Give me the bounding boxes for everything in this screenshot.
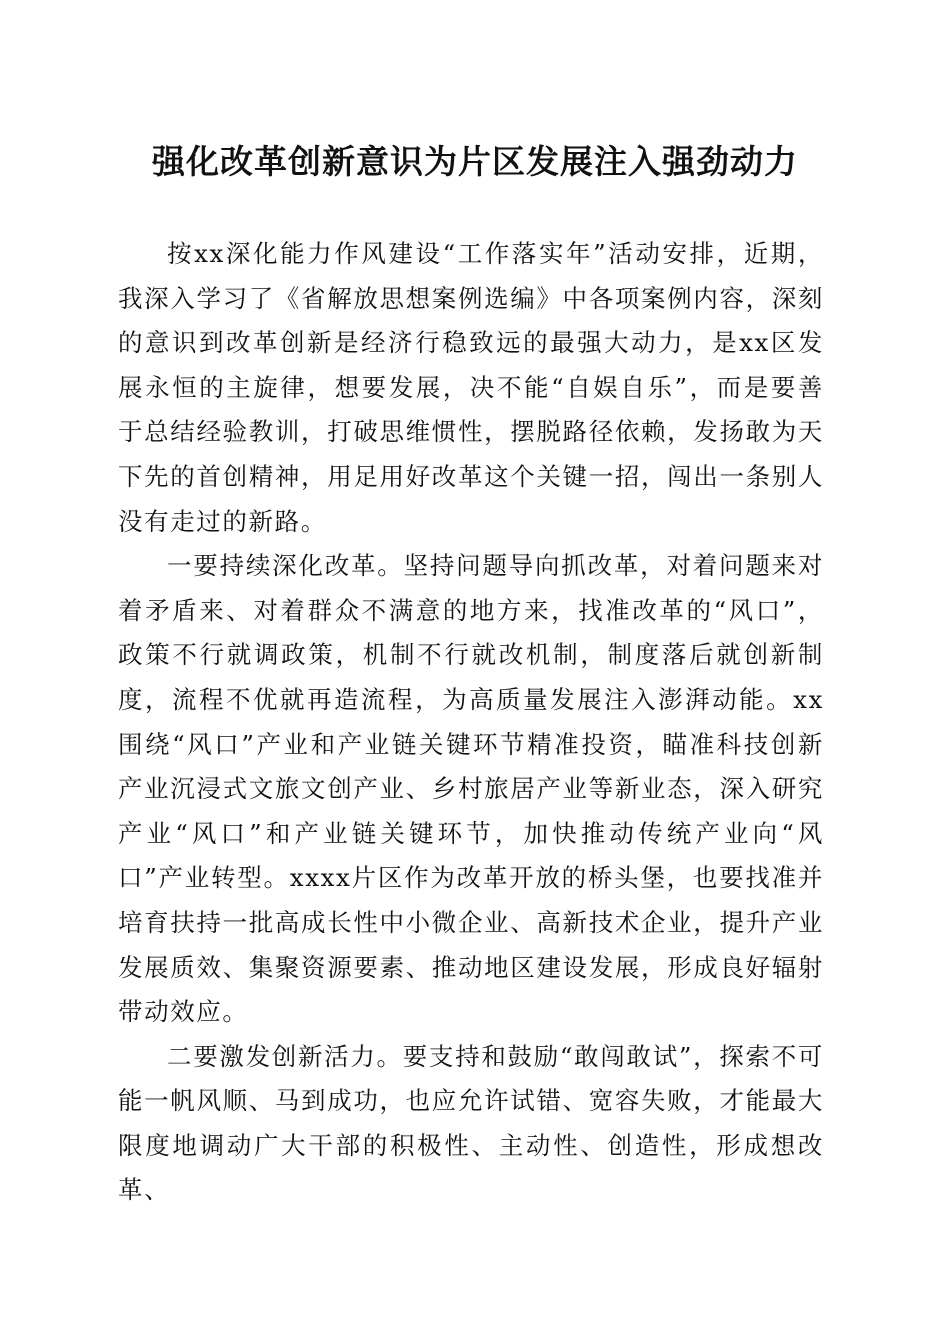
document-body: [118, 232, 824, 1213]
document-title: 强化改革创新意识为片区发展注入强劲动力: [152, 142, 798, 181]
paragraph-intro: 按xx深化能力作风建设“工作落实年”活动安排，近期，我深入学习了《省解放思想案例选编》中各项案例内容，深刻的意识到改革创新是经济行稳致远的最强大动力，是xx区发展永恒的主旋律，想要发展，决不能“自娱自乐”，而是要善于总结经验教训，打破思维惯性，摆脱路径依赖，发扬敢为天下先的首创精神，用足用好改革这个关键一招，闯出一条别人没有走过的新路。: [118, 239, 824, 536]
paragraph-deepen-reform: 一要持续深化改革。坚持问题导向抓改革，对着问题来对着矛盾来、对着群众不满意的地方来，找准改革的“风口”，政策不行就调政策，机制不行就改机制，制度落后就创新制度，流程不优就再造流程，为高质量发展注入澎湃动能。xx围绕“风口”产业和产业链关键环节精准投资，瞄准科技创新产业沉浸式文旅文创产业、乡村旅居产业等新业态，深入研究产业“风口”和产业链关键环节，加快推动传统产业向“风口”产业转型。xxxx片区作为改革开放的桥头堡，也要找准并培育扶持一批高成长性中小微企业、高新技术企业，提升产业发展质效、集聚资源要素、推动地区建设发展，形成良好辐射带动效应。: [118, 551, 824, 1027]
paragraph-innovation-vitality: 二要激发创新活力。要支持和鼓励“敢闯敢试”，探索不可能一帆风顺、马到成功，也应允许试错、宽容失败，才能最大限度地调动广大干部的积极性、主动性、创造性，形成想改革、: [118, 1041, 824, 1205]
